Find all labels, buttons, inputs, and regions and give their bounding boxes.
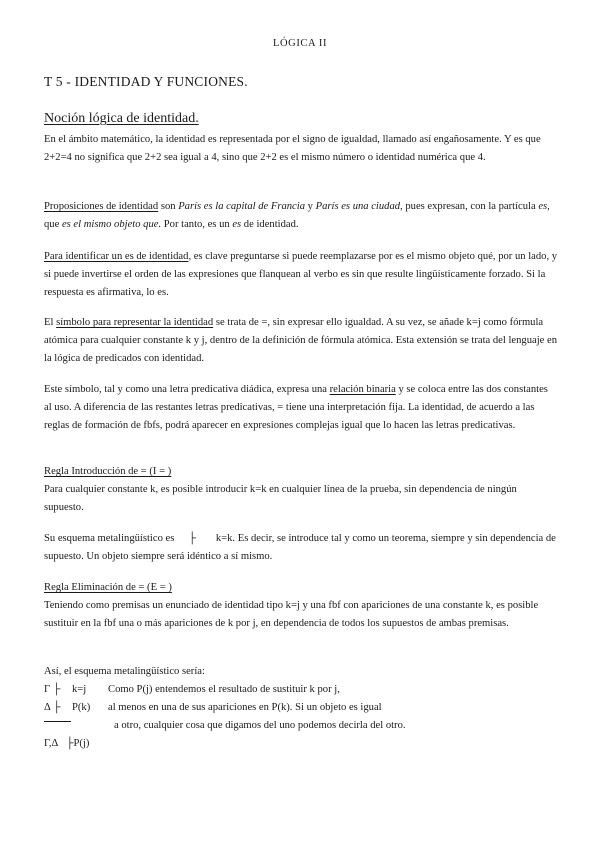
running-title: LÓGICA II [272, 38, 328, 49]
rule-elimination-heading: Regla Eliminación de = (E = ) [44, 582, 172, 593]
paragraph-binary-relation [44, 381, 558, 435]
scheme-intro-line: Así, el esquema metalingüístico sería: [44, 666, 205, 677]
paragraph-identity-symbol [44, 314, 558, 368]
conclusion-context: Γ,Δ [44, 738, 59, 749]
scheme-note: Como P(j) entendemos el resultado de sustituir k por j, [108, 684, 340, 695]
scheme-line-2 [44, 699, 558, 717]
italic-example: París es la capital de Francia [178, 201, 306, 212]
rule-introduction-text [44, 481, 558, 517]
paragraph-text: Proposiciones de identidad son París es la capital de Francia y París es una ciudad, pues expresan, con la partícula es, que es el mismo objeto que. Por tanto, es un es de identidad. [44, 201, 550, 230]
elimination-scheme [44, 663, 558, 753]
scheme-line-1 [44, 681, 558, 699]
section-title: Noción lógica de identidad. [44, 111, 199, 126]
italic-term: es el mismo objeto que. [61, 219, 162, 230]
paragraph-identify-es [44, 248, 558, 302]
derivation-line [44, 721, 71, 722]
premise-context: Δ ├ [44, 702, 61, 713]
paragraph-text: Teniendo como premisas un enunciado de identidad tipo k=j y una fbf con apariciones de una constante k, es posible sustituir en la fbf una o más apariciones de k por j, en dependencia de todos los supuestos de ambas premisas. [44, 600, 539, 629]
underlined-term: relación binaria [329, 384, 396, 395]
italic-term: es [232, 219, 242, 230]
italic-example: París es una ciudad, [315, 201, 403, 212]
paragraph-text: Para cualquier constante k, es posible introducir k=k en cualquier línea de la prueba, sin dependencia de ningún supuesto. [44, 484, 517, 513]
rule-introduction-heading: Regla Introducción de = (I = ) [44, 466, 172, 477]
underlined-term: Para identificar un es de identidad [44, 251, 189, 262]
premise-formula: P(k) [72, 702, 91, 713]
paragraph-identity-math [44, 131, 558, 167]
scheme-line-3 [44, 717, 558, 735]
underlined-term: símbolo para representar la identidad [56, 317, 214, 328]
paragraph-text: El símbolo para representar la identidad se trata de =, sin expresar ello igualdad. A su vez, se añade k=j como fórmula atómica para cualquier constante k y j, dentro de la definición de fórmula atómica. Esta extensión se trata del lenguaje en la lógica de predicados con identidad. [44, 317, 558, 364]
scheme-note: al menos en una de sus apariciones en P(k). Si un objeto es igual [108, 702, 382, 713]
paragraph-text: Este símbolo, tal y como una letra predicativa diádica, expresa una relación binaria y se coloca entre las dos constantes al uso. A diferencia de las restantes letras predicativas, = tiene una interpretación fija. La identidad, de acuerdo a las reglas de formación de fbfs, podrá aparecer en expresiones complejas igual que lo hacen las letras predicativas. [44, 384, 548, 431]
paragraph-text: Para identificar un es de identidad, es clave preguntarse si puede reemplazarse por es el mismo objeto qué, por un lado, y si puede invertirse el orden de las expresiones que flanquean al verbo es sin que resulte lingüísticamente forzado. Si la respuesta es afirmativa, lo es. [44, 251, 558, 298]
chapter-title: T 5 - IDENTIDAD Y FUNCIONES. [44, 74, 248, 89]
paragraph-identity-propositions [44, 198, 558, 234]
paragraph-text: Su esquema metalingüístico es ├ k=k. Es decir, se introduce tal y como un teorema, siempre y sin dependencia de supuesto. Un objeto siempre será idéntico a sí mismo. [44, 530, 558, 566]
premise-context: Γ ├ [44, 684, 61, 695]
underlined-term: Proposiciones de identidad [44, 201, 159, 212]
italic-term: es, [538, 201, 550, 212]
conclusion-formula: ├P(j) [66, 738, 90, 749]
paragraph-text: En el ámbito matemático, la identidad es representada por el signo de igualdad, llamado así engañosamente. Y es que 2+2=4 no significa que 2+2 sea igual a 4, sino que 2+2 es el mismo número o identidad numérica que 4. [44, 134, 541, 163]
turnstile-symbol: ├ [188, 533, 196, 544]
rule-elimination-text [44, 597, 558, 633]
premise-formula: k=j [72, 684, 87, 695]
scheme-note: a otro, cualquier cosa que digamos del uno podemos decirla del otro. [114, 720, 406, 731]
rule-introduction-scheme [44, 530, 558, 566]
scheme-line-4 [44, 735, 558, 753]
